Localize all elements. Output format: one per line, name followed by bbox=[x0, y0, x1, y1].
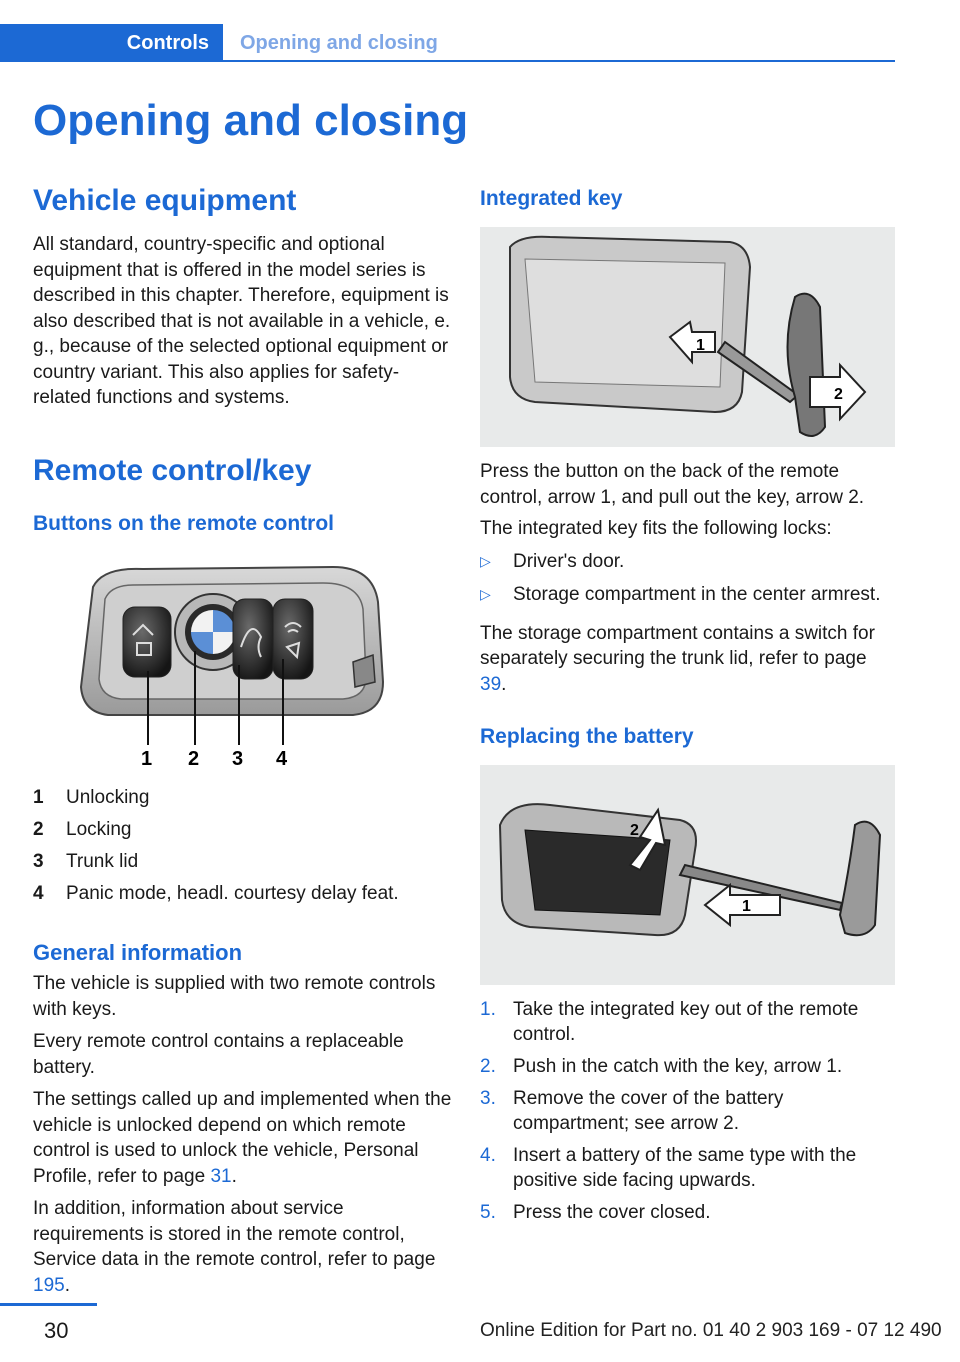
list-item bbox=[480, 1054, 898, 1079]
list-item bbox=[480, 582, 898, 607]
edition-note: Online Edition for Part no. 01 40 2 903 169 - 07 12 490 bbox=[480, 1320, 942, 1341]
legend-text: Locking bbox=[66, 819, 132, 840]
remote-back-panel bbox=[525, 259, 725, 387]
list-item bbox=[480, 1143, 898, 1193]
step-number: 5. bbox=[480, 1202, 496, 1223]
legend-item bbox=[33, 817, 453, 849]
triangle-bullet-icon: ▷ bbox=[480, 552, 491, 569]
integrated-key-paragraph-1: Press the button on the back of the remote control, arrow 1, and pull out the key, arrow 2. bbox=[480, 461, 865, 508]
vehicle-equipment-heading: Vehicle equipment bbox=[33, 184, 297, 217]
legend-text: Trunk lid bbox=[66, 851, 139, 872]
callout-number-1: 1 bbox=[141, 748, 153, 770]
battery-arrow-1-label: 1 bbox=[742, 898, 751, 915]
general-information-heading: General information bbox=[33, 940, 243, 965]
page-link-39[interactable]: 39 bbox=[480, 673, 502, 695]
integrated-key-paragraph-2: The integrated key fits the following locks: bbox=[480, 518, 832, 539]
step-text: Insert a battery of the same type with the positive side facing upwards. bbox=[513, 1145, 857, 1191]
locks-list bbox=[480, 549, 898, 607]
replacing-battery-heading: Replacing the battery bbox=[480, 725, 694, 748]
arrow-1-label: 1 bbox=[696, 337, 705, 354]
legend-number: 4 bbox=[33, 883, 44, 904]
remote-control-figure bbox=[33, 547, 453, 772]
general-paragraph-1: The vehicle is supplied with two remote controls with keys. bbox=[33, 973, 436, 1020]
legend-text: Unlocking bbox=[66, 787, 150, 808]
callout-number-3: 3 bbox=[232, 748, 244, 770]
header-section-tab[interactable]: Controls bbox=[0, 24, 223, 62]
page-title: Opening and closing bbox=[33, 96, 469, 145]
vehicle-equipment-body: All standard, country-specific and optional equipment that is offered in the model series is described in this chapter. Therefore, equipment is also described that is not available in a vehicle, e. g., because of the selected optional equipment or country variant. This also applies for safety-related functions and systems. bbox=[33, 234, 451, 408]
legend-item bbox=[33, 849, 453, 881]
list-item bbox=[480, 549, 898, 574]
legend-item bbox=[33, 881, 453, 913]
step-text: Take the integrated key out of the remote control. bbox=[513, 999, 859, 1045]
header-chapter-tab[interactable]: Opening and closing bbox=[240, 32, 438, 54]
list-item-text: Storage compartment in the center armrest. bbox=[513, 583, 881, 605]
page-link-31[interactable]: 31 bbox=[210, 1165, 232, 1187]
remote-control-heading: Remote control/key bbox=[33, 454, 312, 487]
footer-rule bbox=[0, 1303, 97, 1306]
integrated-key-paragraph-3-end: . bbox=[501, 673, 507, 695]
step-text: Press the cover closed. bbox=[513, 1202, 711, 1223]
page-number: 30 bbox=[44, 1318, 69, 1343]
legend-number: 1 bbox=[33, 787, 44, 808]
general-paragraph-2: Every remote control contains a replaceable battery. bbox=[33, 1031, 404, 1078]
general-paragraph-3-end: . bbox=[231, 1165, 237, 1187]
general-paragraph-4-end: . bbox=[64, 1274, 70, 1296]
left-column bbox=[33, 184, 453, 411]
list-item-text: Driver's door. bbox=[513, 550, 625, 572]
integrated-key-paragraph-3-text: The storage compartment contains a switch for separately securing the trunk lid, refer to page bbox=[480, 622, 875, 669]
legend-number: 3 bbox=[33, 851, 44, 872]
callout-number-4: 4 bbox=[276, 748, 288, 770]
running-header bbox=[0, 24, 895, 62]
step-number: 3. bbox=[480, 1088, 496, 1109]
arrow-2-label: 2 bbox=[834, 386, 843, 403]
remote-buttons-heading: Buttons on the remote control bbox=[33, 512, 334, 535]
step-number: 2. bbox=[480, 1056, 496, 1077]
legend-text: Panic mode, headl. courtesy delay feat. bbox=[66, 883, 399, 904]
battery-steps bbox=[480, 997, 898, 1232]
list-item bbox=[480, 997, 898, 1047]
integrated-key-heading: Integrated key bbox=[480, 187, 623, 210]
step-text: Remove the cover of the battery compartment; see arrow 2. bbox=[513, 1088, 784, 1134]
button-legend bbox=[33, 785, 453, 913]
integrated-key-paragraph-3 bbox=[480, 621, 898, 698]
step-number: 4. bbox=[480, 1145, 496, 1166]
legend-number: 2 bbox=[33, 819, 44, 840]
general-paragraph-4-text: In addition, information about service requirements is stored in the remote control, Service data in the remote control, refer to page bbox=[33, 1198, 436, 1270]
page-link-195[interactable]: 195 bbox=[33, 1274, 65, 1296]
general-paragraph-3-text: The settings called up and implemented when the vehicle is unlocked depend on which remote control is used to unlock the vehicle, Personal Profile, refer to page bbox=[33, 1089, 452, 1187]
triangle-bullet-icon: ▷ bbox=[480, 585, 491, 602]
integrated-key-figure bbox=[480, 227, 895, 447]
header-rule bbox=[223, 60, 895, 62]
step-number: 1. bbox=[480, 999, 496, 1020]
callout-number-2: 2 bbox=[188, 748, 200, 770]
general-information-section bbox=[33, 940, 453, 1298]
legend-item bbox=[33, 785, 453, 817]
battery-figure bbox=[480, 765, 895, 985]
general-paragraph-4 bbox=[33, 1196, 453, 1298]
step-text: Push in the catch with the key, arrow 1. bbox=[513, 1056, 843, 1077]
battery-arrow-2-label: 2 bbox=[630, 822, 639, 839]
panic-button-shape bbox=[273, 599, 313, 679]
general-paragraph-3 bbox=[33, 1087, 453, 1189]
integrated-key-text bbox=[480, 459, 898, 697]
list-item bbox=[480, 1200, 898, 1225]
list-item bbox=[480, 1086, 898, 1136]
